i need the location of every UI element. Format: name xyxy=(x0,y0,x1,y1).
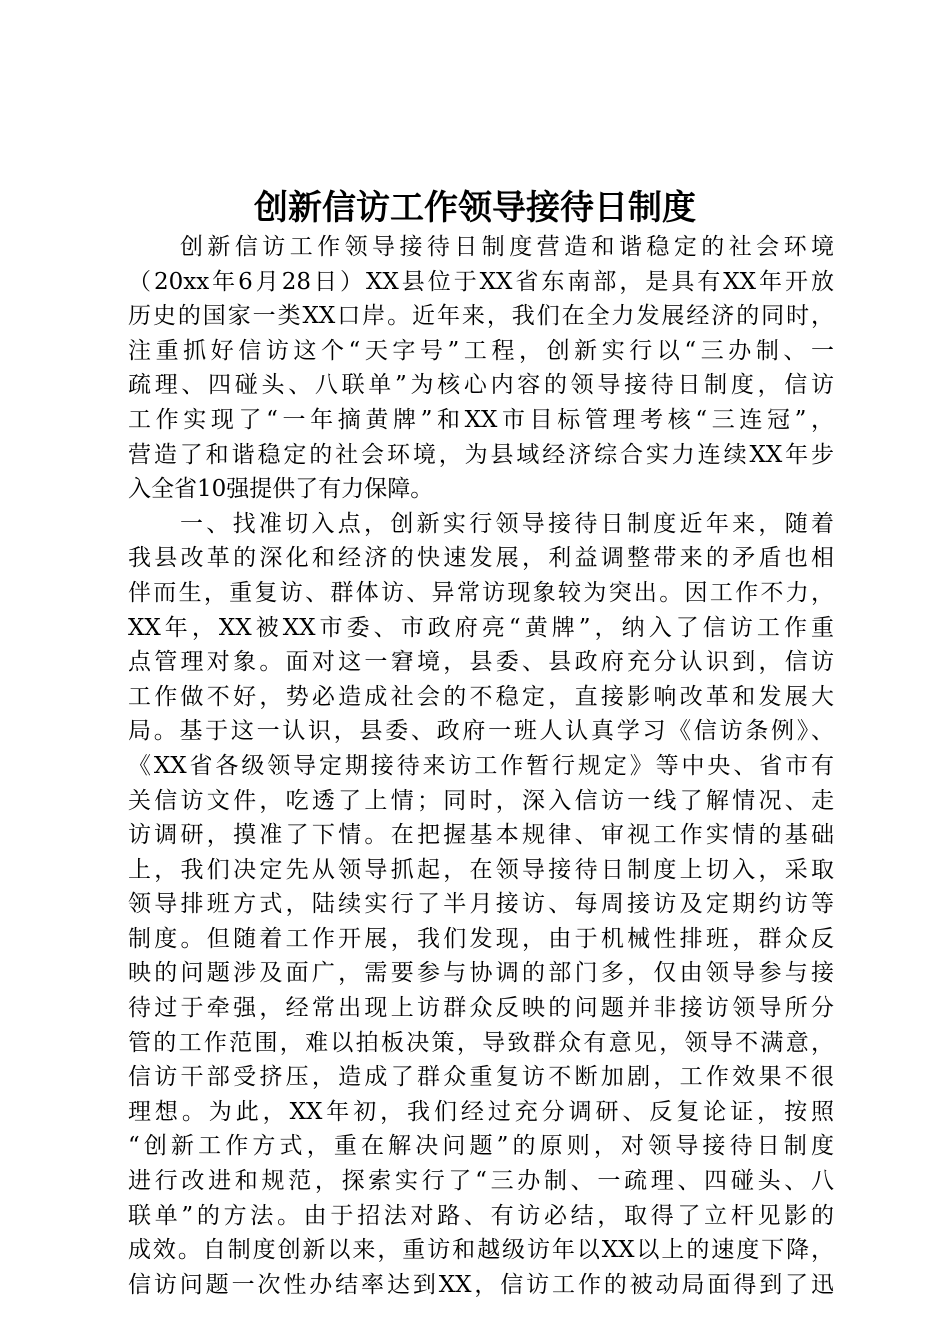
paragraph-1 xyxy=(128,230,834,507)
document-title: 创新信访工作领导接待日制度 xyxy=(254,188,696,228)
text-line: 成效。自制度创新以来，重访和越级访年以XX以上的速度下降， xyxy=(128,1237,834,1264)
text-line: 注重抓好信访这个“天字号”工程，创新实行以“三办制、一 xyxy=(128,337,834,364)
text-line: 领导排班方式，陆续实行了半月接访、每周接访及定期约访等 xyxy=(128,891,834,918)
text-line: 理想。为此，XX年初，我们经过充分调研、反复论证，按照 xyxy=(128,1098,834,1125)
document-body xyxy=(128,230,834,1302)
text-line: 伴而生，重复访、群体访、异常访现象较为突出。因工作不力， xyxy=(128,579,834,606)
text-line: 创新信访工作领导接待日制度营造和谐稳定的社会环境 xyxy=(180,234,834,260)
text-line: 进行改进和规范，探索实行了“三办制、一疏理、四碰头、八 xyxy=(128,1168,834,1195)
text-line: 点管理对象。面对这一窘境，县委、县政府充分认识到，信访 xyxy=(128,649,834,676)
text-line: 待过于牵强，经常出现上访群众反映的问题并非接访领导所分 xyxy=(128,995,834,1022)
text-line: 上，我们决定先从领导抓起，在领导接待日制度上切入，采取 xyxy=(128,856,834,883)
text-line: 管的工作范围，难以拍板决策，导致群众有意见，领导不满意， xyxy=(128,1029,834,1056)
text-line: 信访问题一次性办结率达到XX，信访工作的被动局面得到了迅 xyxy=(128,1271,834,1298)
paragraph-2 xyxy=(128,507,834,1303)
text-line: 疏理、四碰头、八联单”为核心内容的领导接待日制度，信访 xyxy=(128,372,834,399)
text-line: 制度。但随着工作开展，我们发现，由于机械性排班，群众反 xyxy=(128,925,834,952)
text-line: 入全省10强提供了有力保障。 xyxy=(128,476,434,503)
text-line: 联单”的方法。由于招法对路、有访必结，取得了立杆见影的 xyxy=(128,1202,834,1229)
text-line: 营造了和谐稳定的社会环境，为县域经济综合实力连续XX年步 xyxy=(128,441,834,468)
text-line: 历史的国家一类XX口岸。近年来，我们在全力发展经济的同时， xyxy=(128,303,834,330)
text-line: 信访干部受挤压，造成了群众重复访不断加剧，工作效果不很 xyxy=(128,1064,834,1091)
text-line: 我县改革的深化和经济的快速发展，利益调整带来的矛盾也相 xyxy=(128,545,834,572)
text-line: 一、找准切入点，创新实行领导接待日制度近年来，随着 xyxy=(180,510,834,537)
text-line: 工作实现了“一年摘黄牌”和XX市目标管理考核“三连冠”， xyxy=(128,406,834,433)
text-line: 关信访文件，吃透了上情；同时，深入信访一线了解情况、走 xyxy=(128,787,834,814)
text-line: 局。基于这一认识，县委、政府一班人认真学习《信访条例》、 xyxy=(128,718,834,745)
text-line: 访调研，摸准了下情。在把握基本规律、审视工作实情的基础 xyxy=(128,822,834,849)
text-line: 工作做不好，势必造成社会的不稳定，直接影响改革和发展大 xyxy=(128,683,834,710)
text-line: （20xx年6月28日）XX县位于XX省东南部，是具有XX年开放 xyxy=(128,268,834,295)
text-line: XX年，XX被XX市委、市政府亮“黄牌”，纳入了信访工作重 xyxy=(128,614,834,641)
text-line: “创新工作方式，重在解决问题”的原则，对领导接待日制度 xyxy=(128,1133,834,1160)
text-line: 《XX省各级领导定期接待来访工作暂行规定》等中央、省市有 xyxy=(128,752,834,779)
text-line: 映的问题涉及面广，需要参与协调的部门多，仅由领导参与接 xyxy=(128,960,834,987)
